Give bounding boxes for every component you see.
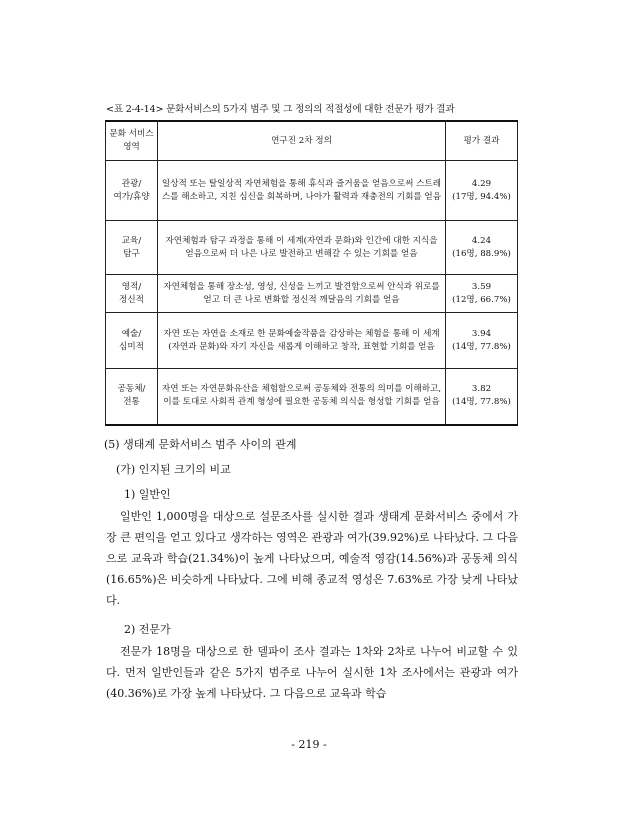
- item1-paragraph: 일반인 1,000명을 대상으로 설문조사를 실시한 결과 생태계 문화서비스 중에서 가장 큰 편익을 얻고 있다고 생각하는 영역은 관광과 여가(39.92%)로 나타났다. 그 다음으로 교육과 학습(21.34%)이 높게 나타났으며, 예술적 영감(14.56%)과 공동체 의식(16.65%)은 비슷하게 나타났다. 그에 비해 종교적 영성은 7.63%로 가장 낮게 나타났다.: [106, 510, 518, 607]
- table-caption: <표 2-4-14> 문화서비스의 5가지 범주 및 그 정의의 적절성에 대한 전문가 평가 결과: [106, 104, 455, 115]
- table-header-row: [106, 121, 518, 161]
- header-definition: 연구진 2차 정의: [158, 121, 446, 161]
- table-row: [106, 275, 518, 313]
- row-definition: 자연 또는 자연문화유산을 체험함으로써 공동체와 전통의 의미를 이해하고, 이를 토대로 사회적 관계 형성에 필요한 공동체 의식을 형성할 기회를 얻음: [158, 369, 446, 425]
- row-result: 3.59 (12명, 66.7%): [446, 275, 518, 313]
- table-row: [106, 369, 518, 425]
- header-category: 문화 서비스 영역: [106, 121, 158, 161]
- table-row: [106, 161, 518, 221]
- row-definition: 자연체험과 탐구 과정을 통해 이 세계(자연과 문화)와 인간에 대한 지식을 얻음으로써 더 나은 나로 발전하고 변해갈 수 있는 기회를 얻음: [158, 221, 446, 275]
- row-result: 3.94 (14명, 77.8%): [446, 313, 518, 369]
- header-result: 평가 결과: [446, 121, 518, 161]
- table-row: [106, 313, 518, 369]
- evaluation-table: [105, 120, 518, 426]
- row-category: 관광/ 여가/휴양: [106, 161, 158, 221]
- row-definition: 자연체험을 통해 장소성, 영성, 신성을 느끼고 발견함으로써 안식과 위로를 얻고 더 큰 나로 변화할 정신적 깨달음의 기회를 얻음: [158, 275, 446, 313]
- subsection-heading: (가) 인지된 크기의 비교: [116, 463, 231, 476]
- row-definition: 자연 또는 자연을 소재로 한 문화예술작품을 감상하는 체험을 통해 이 세계(자연과 문화)와 자기 자신을 새롭게 이해하고 창작, 표현할 기회를 얻음: [158, 313, 446, 369]
- row-category: 예술/ 심미적: [106, 313, 158, 369]
- table-row: [106, 221, 518, 275]
- item2-heading: 2) 전문가: [124, 623, 171, 636]
- page-number: - 219 -: [291, 738, 327, 751]
- row-definition: 일상적 또는 탈일상적 자연체험을 통해 휴식과 즐거움을 얻음으로써 스트레스를 해소하고, 지친 심신을 회복하며, 나아가 활력과 재충전의 기회를 얻음: [158, 161, 446, 221]
- row-category: 교육/ 탐구: [106, 221, 158, 275]
- section-heading: (5) 생태계 문화서비스 범주 사이의 관계: [104, 438, 297, 451]
- row-result: 4.24 (16명, 88.9%): [446, 221, 518, 275]
- row-category: 영적/ 정신적: [106, 275, 158, 313]
- item1-heading: 1) 일반인: [124, 488, 171, 501]
- row-category: 공동체/ 전통: [106, 369, 158, 425]
- item2-paragraph: 전문가 18명을 대상으로 한 델파이 조사 결과는 1차와 2차로 나누어 비교할 수 있다. 먼저 일반인들과 같은 5가지 범주로 나누어 실시한 1차 조사에서는 관광과 여가(40.36%)로 가장 높게 나타났다. 그 다음으로 교육과 학습: [106, 645, 518, 700]
- row-result: 3.82 (14명, 77.8%): [446, 369, 518, 425]
- row-result: 4.29 (17명, 94.4%): [446, 161, 518, 221]
